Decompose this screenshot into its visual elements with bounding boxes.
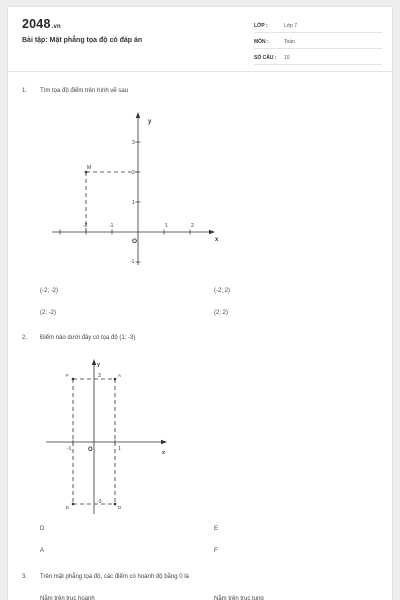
point-m (85, 171, 88, 174)
meta-value: Toán (284, 39, 295, 45)
point-a (114, 378, 117, 381)
meta-label: LỚP : (254, 23, 268, 29)
answer-option[interactable]: (2; -2) (40, 310, 57, 316)
meta-row-subject (254, 33, 382, 49)
answer-option[interactable]: (2; 2) (214, 310, 229, 316)
header-divider (8, 71, 392, 72)
question-text: Trên mặt phẳng tọa độ, các điểm có hoành độ bằng 0 là (40, 574, 189, 580)
x-tick-label: -1 (67, 446, 72, 452)
y-tick-label: 3 (98, 373, 101, 379)
meta-label: SỐ CÂU : (254, 55, 277, 61)
axis-label-x: x (215, 237, 219, 243)
x-tick-label: -2 (83, 223, 88, 229)
meta-value: Lớp 7 (284, 23, 298, 29)
logo-text: 2048 (22, 17, 51, 31)
worksheet-title: Bài tập: Mặt phẳng tọa độ có đáp án (22, 37, 143, 44)
y-axis-arrow (92, 359, 96, 365)
answer-option[interactable]: Nằm trên trục hoành (40, 596, 95, 600)
point-label-e: E (66, 505, 70, 510)
answer-option[interactable]: E (214, 526, 219, 532)
point-e (72, 503, 75, 506)
x-axis-arrow (209, 230, 215, 234)
origin-label: O (88, 447, 93, 453)
answer-option[interactable]: (-2; 2) (214, 288, 231, 294)
logo-suffix: .vn (51, 24, 61, 30)
answer-option[interactable]: Nằm trên trục tung (214, 596, 264, 600)
point-label-m: M (87, 165, 92, 171)
question-text: Tìm tọa độ điểm trên hình vẽ sau (40, 88, 129, 94)
y-tick-label: -1 (130, 259, 135, 265)
meta-value: 10 (284, 55, 290, 61)
axis-label-x: x (162, 450, 166, 456)
x-tick-label: 2 (191, 223, 194, 229)
question-text: Điểm nào dưới đây có tọa độ (1; -3) (40, 335, 136, 341)
origin-label: O (132, 238, 138, 245)
y-tick-label: -3 (97, 499, 102, 505)
coordinate-figure-q2 (38, 352, 178, 517)
answer-option[interactable]: D (40, 526, 45, 532)
site-logo[interactable] (22, 17, 61, 31)
worksheet-page (7, 6, 393, 600)
y-tick-label: 1 (132, 200, 135, 206)
point-f (72, 378, 75, 381)
meta-label: MÔN : (254, 39, 269, 45)
x-tick-label: -1 (109, 223, 114, 229)
meta-row-count (254, 49, 382, 65)
point-label-d: D (118, 505, 122, 510)
axis-label-y: y (148, 119, 152, 125)
y-tick-label: 3 (132, 140, 135, 146)
x-axis-arrow (161, 440, 167, 444)
x-tick-label: 1 (118, 446, 121, 452)
meta-row-class (254, 17, 382, 33)
axis-label-y: y (97, 362, 101, 368)
answer-option[interactable]: F (214, 548, 218, 554)
question-number: 1. (22, 88, 28, 94)
question-number: 3. (22, 574, 28, 580)
y-tick-label: 2 (132, 170, 135, 176)
answer-option[interactable]: (-2; -2) (40, 288, 58, 294)
x-tick-label: 1 (165, 223, 168, 229)
answer-option[interactable]: A (40, 548, 45, 554)
point-label-f: F (66, 373, 69, 378)
point-d (114, 503, 117, 506)
question-number: 2. (22, 335, 28, 341)
coordinate-figure-q1 (48, 107, 228, 272)
y-axis-arrow (136, 112, 140, 118)
point-label-a: A (118, 373, 122, 378)
